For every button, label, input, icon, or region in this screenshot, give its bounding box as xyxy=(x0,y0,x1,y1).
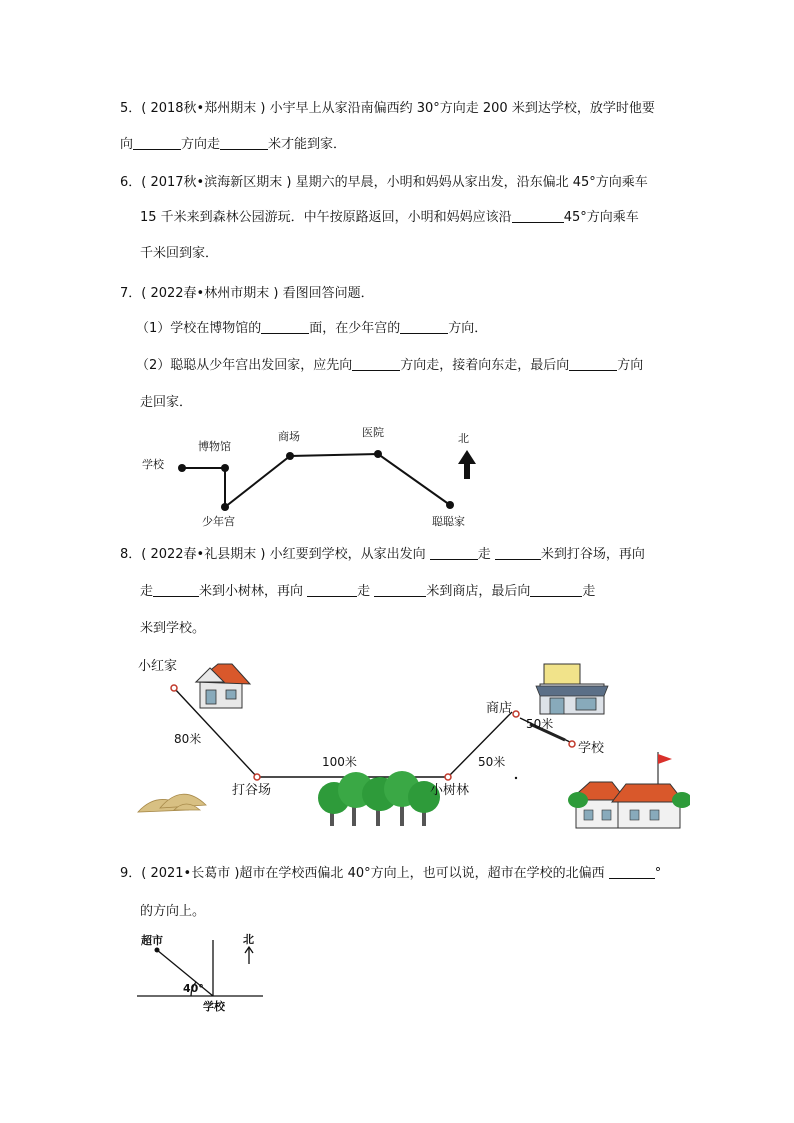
q6-line3: 千米回到家． xyxy=(140,246,219,261)
q7-label-museum: 博物馆 xyxy=(198,440,231,453)
q9-label-market: 超市 xyxy=(141,934,163,947)
q7-label-home: 聪聪家 xyxy=(432,515,465,528)
q8-label-d3: 50米 xyxy=(478,755,506,769)
q8-point-school xyxy=(569,741,575,747)
q8-label-threshing: 打谷场 xyxy=(232,783,272,798)
q9-point-market xyxy=(155,948,160,953)
q8-point-shop xyxy=(513,711,519,717)
q7-blank-side[interactable] xyxy=(261,320,309,334)
trees-icon xyxy=(318,771,440,826)
q7-point-hospital xyxy=(374,450,382,458)
q8-blank-dist2[interactable] xyxy=(153,583,199,597)
q5-line2: 向 方向走 米才能到家． xyxy=(120,137,347,152)
q7-point-museum xyxy=(221,464,229,472)
q7-point-home xyxy=(446,501,454,509)
q8-blank-dir1[interactable] xyxy=(430,546,478,560)
q7-label-school: 学校 xyxy=(142,458,164,471)
q8-label-home: 小红家 xyxy=(138,659,178,674)
q9-label-angle: 40° xyxy=(183,982,204,995)
q7-part2-line2: 走回家． xyxy=(140,395,193,410)
q7-point-school xyxy=(178,464,186,472)
q6-line1: 6．( 2017秋•滨海新区期末 ) 星期六的早晨，小明和妈妈从家出发，沿东偏北 45°方向乘车 xyxy=(120,175,648,190)
q7-blank-direction1[interactable] xyxy=(400,320,448,334)
q7-blank-direction2[interactable] xyxy=(352,357,400,371)
q8-blank-dist1[interactable] xyxy=(495,546,541,560)
q8-point-home xyxy=(171,685,177,691)
q8-line3: 米到学校。 xyxy=(140,621,206,636)
q7-north-arrow-icon xyxy=(458,450,476,479)
q7-route-map xyxy=(130,420,510,535)
q9-line1: 9．( 2021•长葛市 )超市在学校西偏北 40°方向上，也可以说，超市在学校的北偏西 ° xyxy=(120,866,662,881)
q8-blank-dir4[interactable] xyxy=(530,583,582,597)
q8-route-map xyxy=(130,650,690,840)
q8-label-school: 学校 xyxy=(578,741,605,756)
q8-blank-dist3[interactable] xyxy=(374,583,426,597)
q5-line1: 5．( 2018秋•郑州期末 ) 小宇早上从家沿南偏西约 30°方向走 200 米到达学校，放学时他要 xyxy=(120,101,655,116)
school-icon xyxy=(568,752,690,828)
shop-icon xyxy=(536,664,608,714)
q9-label-school: 学校 xyxy=(203,1000,225,1013)
q9-blank-angle[interactable] xyxy=(609,865,655,879)
q8-label-d2: 100米 xyxy=(322,755,357,769)
q7-blank-direction3[interactable] xyxy=(569,357,617,371)
q7-route-line xyxy=(182,454,450,507)
q7-line1: 7．( 2022春•林州市期末 ) 看图回答问题． xyxy=(120,286,374,301)
q7-point-mall xyxy=(286,452,294,460)
q6-line2: 15 千米来到森林公园游玩．中午按原路返回，小明和妈妈应该沿 45°方向乘车 xyxy=(140,210,639,225)
house-icon xyxy=(196,664,250,708)
q9-diagram xyxy=(135,930,275,1015)
q5-blank-distance[interactable] xyxy=(220,136,268,150)
grain-pile-icon xyxy=(138,794,206,812)
q8-label-woods: 小树林 xyxy=(430,783,470,798)
q8-point-woods xyxy=(445,774,451,780)
q8-label-d4: 50米 xyxy=(526,717,554,731)
q5-blank-direction[interactable] xyxy=(133,136,181,150)
q8-label-d1: 80米 xyxy=(174,732,202,746)
q9-label-north: 北 xyxy=(243,933,254,946)
q8-blank-dir3[interactable] xyxy=(307,583,357,597)
q9-north-arrow-icon xyxy=(245,947,253,964)
q7-label-north: 北 xyxy=(458,432,469,445)
q7-point-youth-palace xyxy=(221,503,229,511)
q8-line1: 8．( 2022春•礼县期末 ) 小红要到学校，从家出发向 走 米到打谷场，再向 xyxy=(120,547,645,562)
q8-point-threshing xyxy=(254,774,260,780)
q8-line2: 走 米到小树林，再向 走 米到商店，最后向 走 xyxy=(140,584,596,599)
q8-label-shop: 商店 xyxy=(486,701,513,716)
q6-blank-direction[interactable] xyxy=(512,209,564,223)
q7-label-hospital: 医院 xyxy=(362,426,384,439)
q7-label-mall: 商场 xyxy=(278,430,300,443)
q7-part2: （2）聪聪从少年宫出发回家，应先向 方向走，接着向东走，最后向 方向 xyxy=(136,358,644,373)
q7-label-youth-palace: 少年宫 xyxy=(202,515,235,528)
q7-part1: （1）学校在博物馆的 面，在少年宫的 方向． xyxy=(136,321,488,336)
q9-line2: 的方向上。 xyxy=(140,904,206,919)
